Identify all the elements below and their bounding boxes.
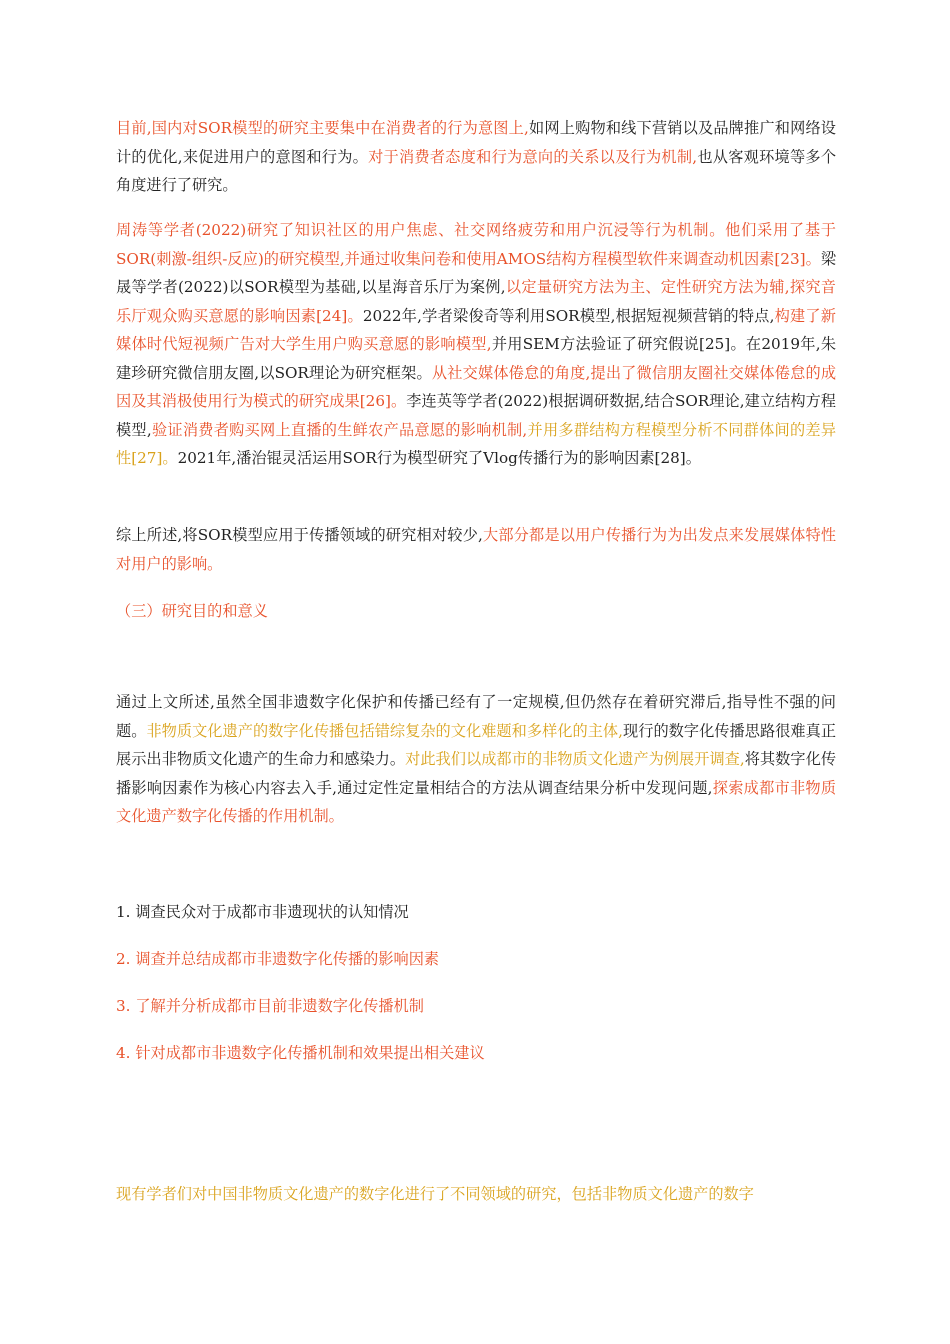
text-run: 将其数字化传播影响因素作为核心内容去入手,通过定性定量相结合的方法从调查结果分析中发现问题, xyxy=(116,750,837,797)
text-run: 2021年,潘治锟灵活运用SOR行为模型研究了Vlog传播行为的影响因素[28]。 xyxy=(177,449,701,467)
text-run: 综上所述,将SOR模型应用于传播领域的研究相对较少, xyxy=(116,526,483,544)
text-run: 以定量研究方法为主、定性研究方法为辅,探究音乐厅观众购买意愿的影响因素[24]。 xyxy=(116,278,836,325)
text-run: 现行的数字化传播思路很难真正展示出非物质文化遗产的生命力和感染力。 xyxy=(116,721,837,768)
text-run: 通过上文所述,虽然全国非遗数字化保护和传播已经有了一定规模,但仍然存在着研究滞后,指导性不强的问题。 xyxy=(116,693,836,740)
text-run: 构建了新媒体时代短视频广告对大学生用户购买意愿的影响模型, xyxy=(116,306,836,353)
text-run: 大部分都是以用户传播行为为出发点来发展媒体特性对用户的影响。 xyxy=(116,526,837,573)
text-run: 并用多群结构方程模型分析不同群体间的差异性[27]。 xyxy=(116,420,837,467)
paragraph-summary xyxy=(116,521,836,578)
paragraph-research-purpose xyxy=(116,688,836,831)
text-run: 现有学者们对中国非物质文化遗产的数字化进行了不同领域的研究，包括非物质文化遗产的数字 xyxy=(116,1185,754,1203)
text-run: 目前,国内对SOR模型的研究主要集中在消费者的行为意图上, xyxy=(116,119,529,137)
text-run: 也从客观环境等多个角度进行了研究。 xyxy=(116,147,837,194)
list-item: 1. 调查民众对于成都市非遗现状的认知情况 xyxy=(116,903,409,921)
text-run: 探索成都市非物质文化遗产数字化传播的作用机制。 xyxy=(116,778,837,825)
text-run: 李连英等学者(2022)根据调研数据,结合SOR理论,建立结构方程模型, xyxy=(116,392,836,439)
text-run: 对此我们以成都市的非物质文化遗产为例展开调查, xyxy=(405,750,745,768)
paragraph-existing-research xyxy=(116,1180,836,1209)
text-run: 对于消费者态度和行为意向的关系以及行为机制, xyxy=(368,147,698,166)
list-item: 4. 针对成都市非遗数字化传播机制和效果提出相关建议 xyxy=(116,1044,485,1062)
list-item: 3. 了解并分析成都市目前非遗数字化传播机制 xyxy=(116,997,424,1015)
text-run: 验证消费者购买网上直播的生鲜农产品意愿的影响机制, xyxy=(151,420,528,439)
text-run: 并用SEM方法验证了研究假说[25]。在2019年,朱建珍研究微信朋友圈,以SOR理论为研究框架。 xyxy=(116,335,837,382)
text-run: 周涛等学者(2022)研究了知识社区的用户焦虑、社交网络疲劳和用户沉浸等行为机制。他们采用了基于SOR(刺激-组织-反应)的研究模型,并通过收集问卷和使用AMOS结构方程模型软件来调查动机因素[23]。 xyxy=(116,221,836,268)
paragraph-sor-scholar-studies xyxy=(116,216,836,473)
text-run: 如网上购物和线下营销以及品牌推广和网络设计的优化,来促进用户的意图和行为。 xyxy=(116,119,836,166)
text-run: 非物质文化遗产的数字化传播包括错综复杂的文化难题和多样化的主体, xyxy=(146,721,623,740)
text-run: 梁晟等学者(2022)以SOR模型为基础,以星海音乐厅为案例, xyxy=(116,249,836,296)
section-heading: （三）研究目的和意义 xyxy=(116,602,268,620)
text-run: 2022年,学者梁俊奇等利用SOR模型,根据短视频营销的特点, xyxy=(362,306,775,325)
list-item: 2. 调查并总结成都市非遗数字化传播的影响因素 xyxy=(116,950,440,968)
text-run: 从社交媒体倦怠的角度,提出了微信朋友圈社交媒体倦怠的成因及其消极使用行为模式的研究成果[26]。 xyxy=(116,363,837,410)
paragraph-sor-domestic-research xyxy=(116,114,836,200)
